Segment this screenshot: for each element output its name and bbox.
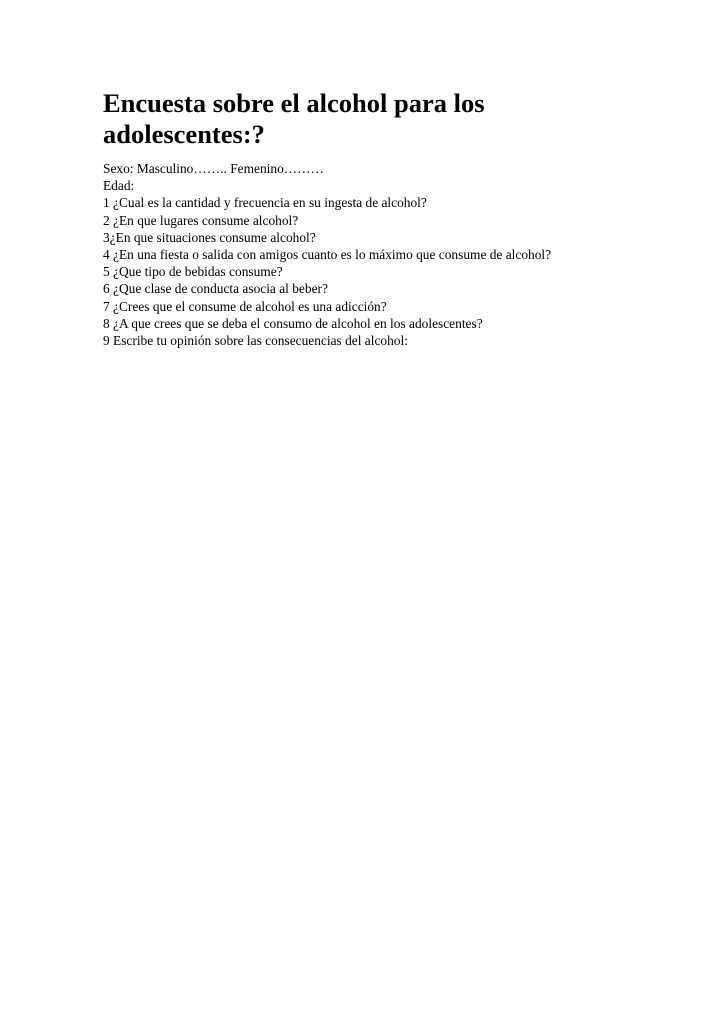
question-6: 6 ¿Que clase de conducta asocia al beber?: [103, 281, 328, 297]
document-title: [103, 88, 683, 150]
question-9: 9 Escribe tu opinión sobre las consecuencias del alcohol:: [103, 333, 408, 349]
question-3: 3¿En que situaciones consume alcohol?: [103, 229, 316, 245]
question-4: 4 ¿En una fiesta o salida con amigos cuanto es lo máximo que consume de alcohol?: [103, 247, 552, 263]
edad-field-line: Edad:: [103, 178, 135, 194]
question-7: 7 ¿Crees que el consume de alcohol es una adicción?: [103, 298, 387, 314]
sexo-field-line: Sexo: Masculino…….. Femenino………: [103, 161, 324, 176]
question-2: 2 ¿En que lugares consume alcohol?: [103, 212, 299, 228]
document-body: [103, 88, 683, 349]
question-8: 8 ¿A que crees que se deba el consumo de alcohol en los adolescentes?: [103, 315, 483, 331]
title-line-1: Encuesta sobre el alcohol para los: [103, 88, 485, 118]
title-line-2: adolescentes:?: [103, 119, 265, 149]
question-1: 1 ¿Cual es la cantidad y frecuencia en su ingesta de alcohol?: [103, 195, 427, 211]
question-5: 5 ¿Que tipo de bebidas consume?: [103, 264, 283, 280]
